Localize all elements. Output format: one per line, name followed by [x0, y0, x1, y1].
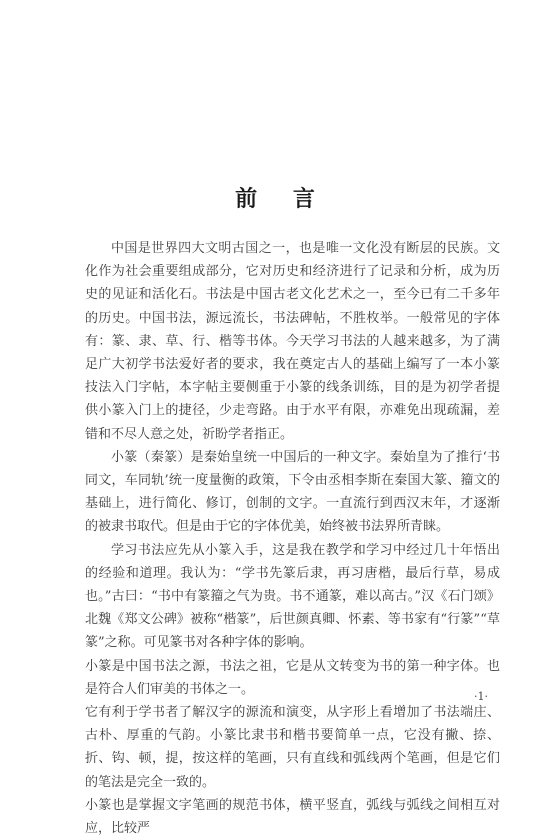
page-number: ·1· — [474, 690, 488, 703]
paragraph: 它有利于学书者了解汉字的源流和演变，从字形上看增加了书法端庄、古朴、厚重的气韵。小篆比隶书和楷书要简单一点，它没有撇、捺、折、钩、顿，提，按这样的笔画，只有直线和弧线两个笔画，但是它们的笔法是完全一致的。 — [85, 705, 500, 790]
page-title: 前 言 — [235, 186, 329, 212]
paragraph: 学习书法应先从小篆入手，这是我在教学和学习中经过几十年悟出的经验和道理。我认为：“学书先篆后隶，再习唐楷，最后行草，易成也。”古曰：“书中有篆籀之气为贵。书不通篆，难以高古。”汉《石门颂》北魏《郑文公碑》被称“楷篆”，后世颜真卿、怀素、等书家有“行篆”“草篆”之称。可见篆书对各种字体的影响。 — [85, 542, 500, 651]
paragraph: 小篆（秦篆）是秦始皇统一中国后的一种文字。秦始皇为了推行‘书同文，车同轨’统一度量衡的政策，下令由丞相李斯在秦国大篆、籀文的基础上，进行简化、修订，创制的文字。一直流行到西汉末年，才逐渐的被隶书取代。但是由于它的字体优美，始终被书法界所青睐。 — [85, 449, 500, 535]
paragraph: 小篆也是掌握文字笔画的规范书体，横平竖直，弧线与弧线之间相互对应，比较严 — [85, 797, 500, 837]
body-text — [85, 237, 500, 840]
paragraph: 小篆是中国书法之源，书法之祖，它是从文转变为书的第一种字体。也是符合人们审美的书体之一。 — [85, 658, 500, 697]
paragraph: 中国是世界四大文明古国之一，也是唯一文化没有断层的民族。文化作为社会重要组成部分，它对历史和经济进行了记录和分析，成为历史的见证和活化石。书法是中国古老文化艺术之一，至今已有二千多年的历史。中国书法，源远流长，书法碑帖，不胜枚举。一般常见的字体有：篆、隶、草、行、楷等书体。今天学习书法的人越来越多，为了满足广大初学书法爱好者的要求，我在奠定古人的基础上编写了一本小篆技法入门字帖，本字帖主要侧重于小篆的线条训练，目的是为初学者提供小篆入门上的捷径，少走弯路。由于水平有限，亦难免出现疏漏，差错和不尽人意之处，祈盼学者指正。 — [85, 241, 500, 442]
